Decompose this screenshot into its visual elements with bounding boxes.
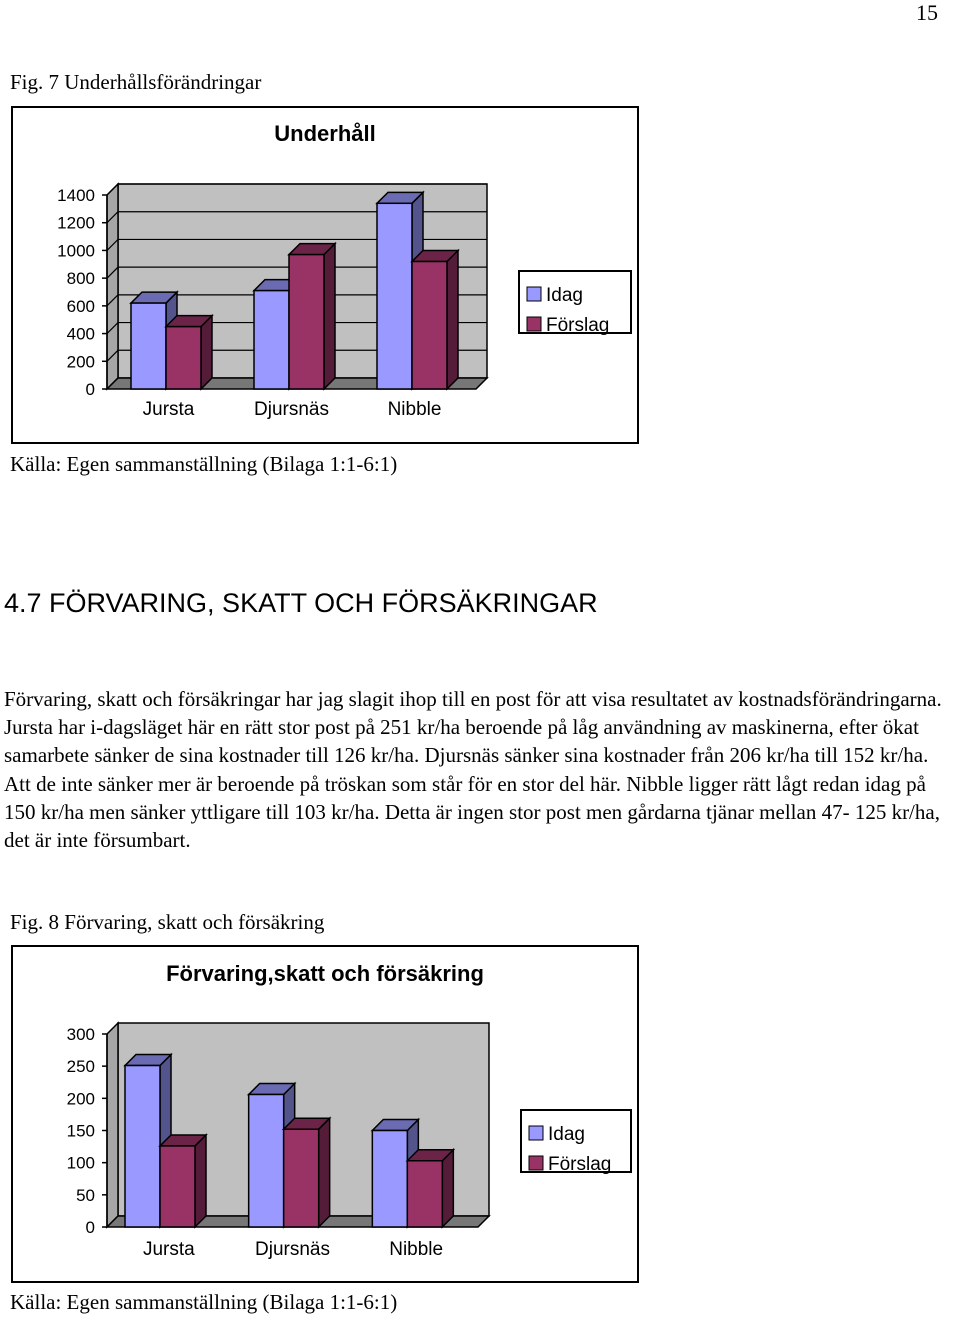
bar-front	[125, 1066, 160, 1227]
chart-title: Förvaring,skatt och försäkring	[166, 961, 484, 986]
bar-side	[442, 1150, 453, 1227]
bar-front	[254, 291, 289, 389]
x-tick-label-djursnäs: Djursnäs	[255, 1239, 330, 1260]
y-tick-label: 250	[66, 1057, 95, 1077]
legend-label-idag: Idag	[548, 1124, 585, 1145]
bar-front	[407, 1161, 442, 1227]
bar-side	[324, 244, 335, 389]
figure-7-source: Källa: Egen sammanställning (Bilaga 1:1-6:1)	[10, 452, 398, 476]
bar-front	[289, 255, 324, 389]
bar-front	[412, 262, 447, 389]
bar-front	[377, 203, 412, 389]
page-number: 15	[916, 0, 938, 25]
bar-djursnäs-förslag	[284, 1118, 330, 1227]
bar-front	[249, 1094, 284, 1227]
bar-front	[372, 1131, 407, 1228]
bar-front	[284, 1129, 319, 1227]
y-tick-label: 0	[85, 1218, 95, 1237]
y-tick-label: 1200	[57, 213, 95, 233]
x-tick-label-nibble: Nibble	[389, 1239, 444, 1260]
legend-label-idag: Idag	[546, 285, 583, 306]
y-tick-label: 300	[66, 1025, 95, 1044]
y-tick-label: 100	[66, 1153, 95, 1173]
side-wall	[107, 184, 118, 389]
figure-8-source: Källa: Egen sammanställning (Bilaga 1:1-6:1)	[10, 1290, 398, 1314]
y-tick-label: 800	[66, 269, 95, 289]
bar-djursnäs-förslag	[289, 244, 335, 389]
bar-side	[201, 316, 212, 389]
section-heading: 4.7 FÖRVARING, SKATT OCH FÖRSÄKRINGAR	[4, 588, 598, 618]
bar-side	[447, 251, 458, 389]
figure-7-caption: Fig. 7 Underhållsförändringar	[10, 70, 262, 94]
y-tick-label: 200	[66, 1089, 95, 1109]
x-tick-label-djursnäs: Djursnäs	[254, 399, 329, 420]
bar-side	[195, 1135, 206, 1227]
x-tick-label-jursta: Jursta	[142, 1239, 195, 1260]
bar-side	[319, 1118, 330, 1227]
legend-label-förslag: Förslag	[546, 315, 610, 336]
x-tick-label-jursta: Jursta	[142, 399, 195, 420]
legend-swatch-idag	[527, 287, 541, 301]
bar-jursta-förslag	[160, 1135, 206, 1227]
chart-underhall	[11, 106, 639, 444]
legend-swatch-idag	[529, 1126, 543, 1140]
legend-swatch-förslag	[527, 317, 541, 331]
bar-jursta-förslag	[166, 316, 212, 389]
y-tick-label: 1400	[57, 186, 95, 205]
y-tick-label: 200	[66, 352, 95, 372]
body-paragraph: Förvaring, skatt och försäkringar har jag slagit ihop till en post för att visa resultatet av kostnadsförändringarna. Jursta har i-dagsläget här en rätt stor post på 251 kr/ha beroende på låg användning av maskinerna, efter ökat samarbete sänker de sina kostnader till 126 kr/ha. Djursnäs sänker sina kostnader från 206 kr/ha till 152 kr/ha. Att de inte sänker mer är beroende på tröskan som står för en stor del här. Nibble ligger rätt lågt redan idag på 150 kr/ha men sänker yttligare till 103 kr/ha. Detta är ingen stor post men gårdarna tjänar mellan 47- 125 kr/ha, det är inte försumbart.	[4, 687, 942, 853]
legend-label-förslag: Förslag	[548, 1154, 612, 1175]
y-tick-label: 50	[76, 1185, 95, 1205]
side-wall	[107, 1023, 118, 1227]
y-tick-label: 0	[85, 380, 95, 399]
bar-nibble-förslag	[407, 1150, 453, 1227]
legend-swatch-förslag	[529, 1156, 543, 1170]
bar-front	[160, 1146, 195, 1227]
y-tick-label: 400	[66, 324, 95, 344]
bar-front	[131, 303, 166, 389]
bar-front	[166, 327, 201, 389]
figure-8-caption: Fig. 8 Förvaring, skatt och försäkring	[10, 910, 325, 934]
y-tick-label: 600	[66, 296, 95, 316]
y-tick-label: 150	[66, 1121, 95, 1141]
bar-nibble-förslag	[412, 251, 458, 389]
x-tick-label-nibble: Nibble	[387, 399, 442, 420]
chart-title: Underhåll	[274, 121, 376, 146]
chart-forvaring	[11, 945, 639, 1283]
y-tick-label: 1000	[57, 241, 95, 261]
